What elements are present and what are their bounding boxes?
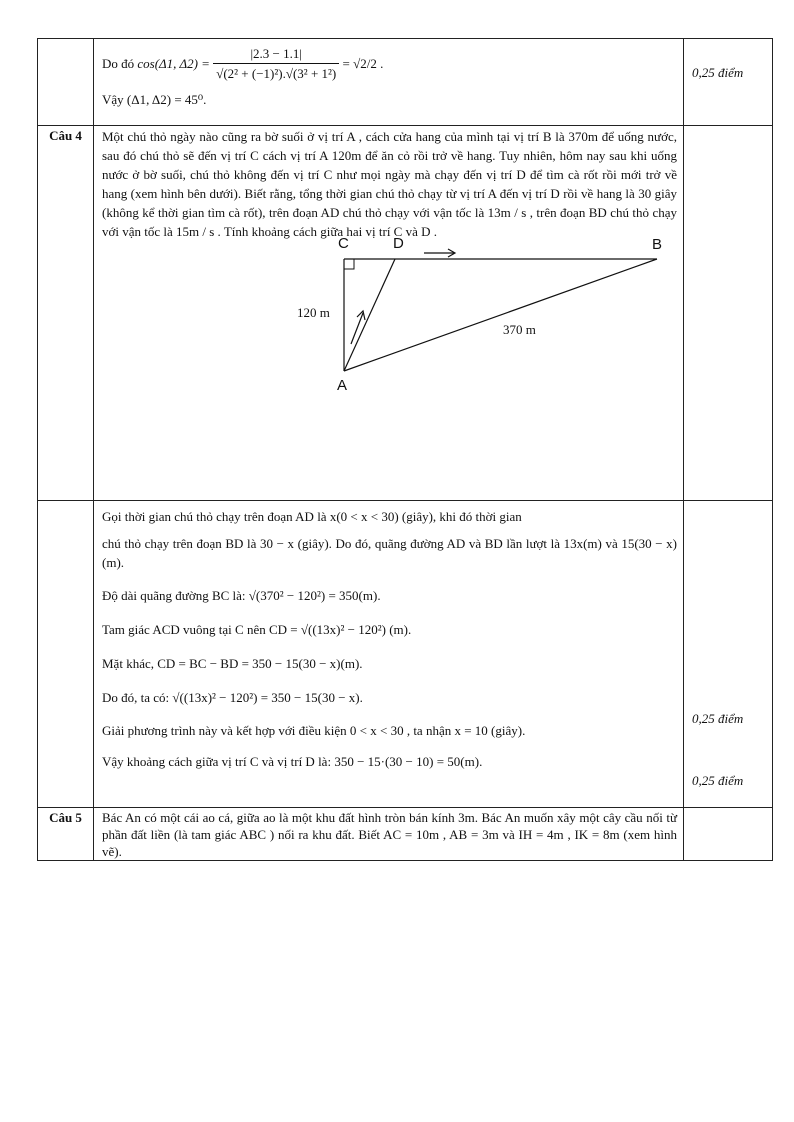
table-row-cau4 bbox=[38, 126, 773, 501]
score-solution-2: 0,25 điểm bbox=[692, 773, 744, 788]
table-row-prev bbox=[38, 39, 773, 126]
rabbit-figure bbox=[102, 235, 677, 401]
point-d-label: D bbox=[393, 235, 404, 252]
table-row-cau5 bbox=[38, 808, 773, 861]
solution-line-4: Tam giác ACD vuông tại C nên CD = √((13x)² − 120²) (m). bbox=[102, 622, 412, 637]
solution-line-6: Do đó, ta có: √((13x)² − 120²) = 350 − 15(30 − x). bbox=[102, 690, 363, 705]
label-ac-length: 120 m bbox=[297, 305, 330, 320]
solution-line-5: Mặt khác, CD = BC − BD = 350 − 15(30 − x)(m). bbox=[102, 656, 363, 671]
problem-text-4: Một chú thỏ ngày nào cũng ra bờ suối ở vị trí A , cách cửa hang của mình tại vị trí B là 370m để uống nước, sau đó chú thỏ sẽ đến vị trí C cách vị trí A 120m để ăn cỏ rồi trở về hang. Tuy nhiên, hôm nay sau khi uống nước ở bờ suối, chú thỏ không đến vị trí C như mọi ngày mà chạy đến vị trí D để tìm cà rốt rồi mới trở về hang (xem hình bên dưới). Biết rằng, tổng thời gian chú thỏ chạy từ vị trí A đến vị trí D rồi về hang là 30 giây (không kể thời gian tìm cà rốt), trên đoạn AD chú thỏ chạy với vận tốc là 13m / s , trên đoạn BD chú thỏ chạy với vận tốc là 15m / s . Tính khoảng cách giữa hai vị trí C và D . bbox=[102, 129, 677, 239]
problem-text-5: Bác An có một cái ao cá, giữa ao là một khu đất hình tròn bán kính 3m. Bác An muốn xây một cây cầu nối từ phần đất liền (là tam giác ABC ) nối ra khu đất. Biết AC = 10m , AB = 3m và IH = 4m , IK = 8m (xem hình vẽ). bbox=[102, 810, 677, 859]
question-label-5-text: Câu 5 bbox=[49, 810, 82, 825]
score-cell-prev bbox=[684, 39, 773, 126]
score-cell-cau4 bbox=[684, 126, 773, 501]
cos-denominator: √(2² + (−1)²).√(3² + 1²) bbox=[216, 65, 337, 81]
cos-numerator: |2.3 − 1.1| bbox=[213, 44, 339, 64]
content-cell-solution bbox=[94, 501, 684, 808]
right-angle-mark bbox=[344, 259, 354, 269]
cos-result: = √2/2 . bbox=[342, 55, 384, 71]
triangle-diagram bbox=[102, 241, 677, 401]
score-solution-1: 0,25 điểm bbox=[692, 711, 744, 726]
score-cell-cau5 bbox=[684, 808, 773, 861]
score-cell-solution bbox=[684, 501, 773, 808]
score-prev: 0,25 điểm bbox=[692, 65, 744, 80]
point-a-label: A bbox=[337, 377, 348, 394]
cos-expression: cos(Δ1, Δ2) = bbox=[137, 55, 210, 71]
cos-formula-line bbox=[102, 42, 677, 84]
table-row-solution bbox=[38, 501, 773, 808]
solution-line-8: Vậy khoảng cách giữa vị trí C và vị trí D là: 350 − 15·(30 − 10) = 50(m). bbox=[102, 754, 483, 769]
segment-ad bbox=[344, 259, 395, 371]
solution-line-2: chú thỏ chạy trên đoạn BD là 30 − x (giây). Do đó, quãng đường AD và BD lần lượt là 13x(m) và 15(30 − x)(m). bbox=[102, 536, 677, 570]
angle-conclusion: Vậy (Δ1, Δ2) = 45⁰. bbox=[102, 92, 207, 107]
content-cell-prev bbox=[94, 39, 684, 126]
question-label-5 bbox=[38, 808, 94, 861]
cos-fraction bbox=[213, 44, 339, 83]
content-cell-cau5 bbox=[94, 808, 684, 861]
point-b-label: B bbox=[652, 236, 663, 253]
question-label-4 bbox=[38, 126, 94, 501]
cos-prefix: Do đó bbox=[102, 55, 135, 71]
solution-line-3: Độ dài quãng đường BC là: √(370² − 120²) = 350(m). bbox=[102, 588, 381, 603]
arrow-up-icon bbox=[351, 313, 363, 344]
segment-ab bbox=[344, 259, 657, 371]
point-c-label: C bbox=[338, 235, 349, 252]
question-label-4-text: Câu 4 bbox=[49, 128, 82, 143]
solution-line-7: Giải phương trình này và kết hợp với điều kiện 0 < x < 30 , ta nhận x = 10 (giây). bbox=[102, 723, 526, 738]
label-ab-length: 370 m bbox=[503, 322, 536, 337]
content-cell-cau4 bbox=[94, 126, 684, 501]
label-cell-empty bbox=[38, 39, 94, 126]
solution-line-1: Gọi thời gian chú thỏ chạy trên đoạn AD là x(0 < x < 30) (giây), khi đó thời gian bbox=[102, 509, 522, 524]
label-cell-solution bbox=[38, 501, 94, 808]
answer-table bbox=[37, 38, 773, 861]
